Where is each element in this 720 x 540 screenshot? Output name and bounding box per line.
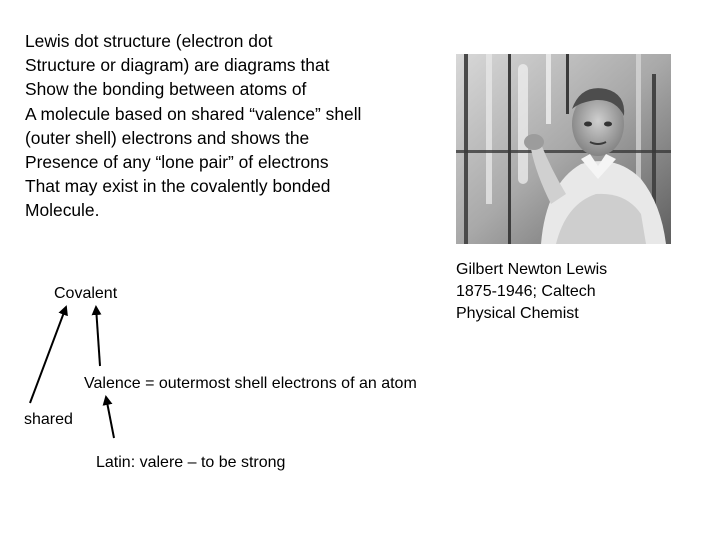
- definition-line: Show the bonding between atoms of: [25, 79, 307, 100]
- portrait-caption: [456, 259, 607, 325]
- definition-line: A molecule based on shared “valence” shell: [25, 103, 362, 124]
- latin-origin: Latin: valere – to be strong: [96, 454, 286, 471]
- shared-label: shared: [24, 411, 73, 428]
- arrow-valence-to-covalent: [96, 307, 100, 366]
- definition-line: (outer shell) electrons and shows the: [25, 127, 310, 148]
- portrait-photo-illustration: [456, 54, 671, 244]
- arrow-latin-to-valence: [106, 397, 114, 438]
- definition-line: That may exist in the covalently bonded: [25, 176, 331, 197]
- arrow-shared-to-covalent: [30, 307, 66, 403]
- definition-paragraph: [25, 29, 445, 223]
- definition-line: Presence of any “lone pair” of electrons: [25, 152, 329, 173]
- caption-role: Physical Chemist: [456, 305, 579, 322]
- caption-name: Gilbert Newton Lewis: [456, 261, 608, 278]
- definition-line: Structure or diagram) are diagrams that: [25, 55, 330, 76]
- covalent-label: Covalent: [54, 285, 118, 302]
- definition-line: Molecule.: [25, 200, 100, 221]
- caption-dates: 1875-1946; Caltech: [456, 283, 596, 300]
- definition-line: Lewis dot structure (electron dot: [25, 31, 273, 51]
- valence-definition: Valence = outermost shell electrons of an atom: [84, 375, 417, 392]
- portrait-photo: [456, 54, 671, 244]
